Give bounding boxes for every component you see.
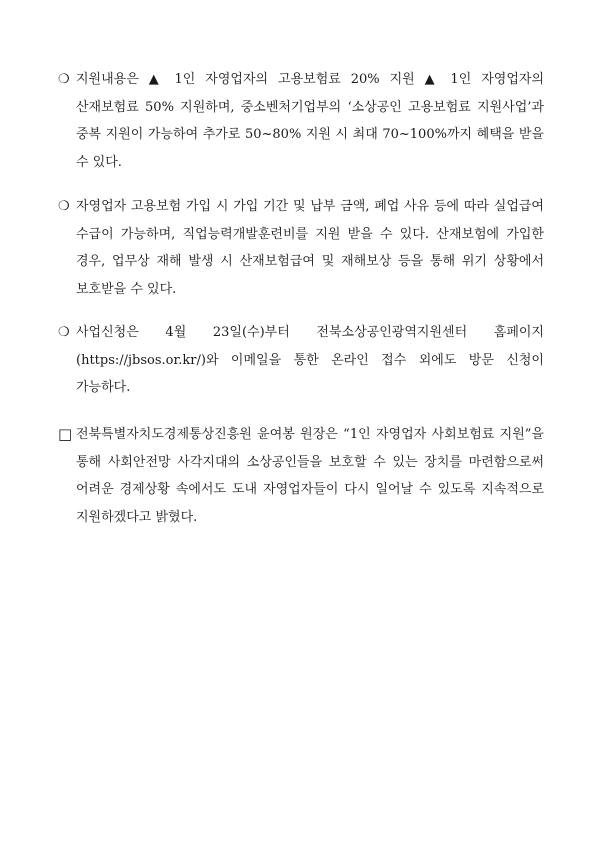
circle-bullet-icon: ❍ <box>58 199 70 214</box>
circle-bullet-icon: ❍ <box>58 325 70 340</box>
paragraph-text: 지원내용은 ▲ 1인 자영업자의 고용보험료 20% 지원 ▲ 1인 자영업자의 산재보험료 50% 지원하며, 중소벤처기업부의 ‘소상공인 고용보험료 지원사업’과 중복 지원이 가능하여 추가로 50~80% 지원 시 최대 70~100%까지 혜택을 받을 수 있다. <box>76 72 544 170</box>
paragraph-insurance-benefits <box>58 193 544 303</box>
paragraph-application <box>58 319 544 402</box>
paragraph-support-details <box>58 66 544 176</box>
square-bullet-icon: □ <box>58 425 73 443</box>
circle-bullet-icon: ❍ <box>58 72 70 87</box>
paragraph-text: 자영업자 고용보험 가입 시 가입 기간 및 납부 금액, 폐업 사유 등에 따라 실업급여 수급이 가능하며, 직업능력개발훈련비를 지원 받을 수 있다. 산재보험에 가입한 경우, 업무상 재해 발생 시 산재보험급여 및 재해보상 등을 통해 위기 상황에서 보호받을 수 있다. <box>76 199 544 297</box>
paragraph-text: 전북특별자치도경제통상진흥원 윤여봉 원장은 “1인 자영업자 사회보험료 지원”을 통해 사회안전망 사각지대의 소상공인들을 보호할 수 있는 장치를 마련함으로써 어려운 경제상황 속에서도 도내 자영업자들이 다시 일어날 수 있도록 지속적으로 지원하겠다고 밝혔다. <box>76 427 544 525</box>
paragraph-text: 사업신청은 4월 23일(수)부터 전북소상공인광역지원센터 홈페이지(https://jbsos.or.kr/)와 이메일을 통한 온라인 접수 외에도 방문 신청이 가능하다. <box>76 325 544 395</box>
paragraph-director-statement <box>58 421 544 531</box>
